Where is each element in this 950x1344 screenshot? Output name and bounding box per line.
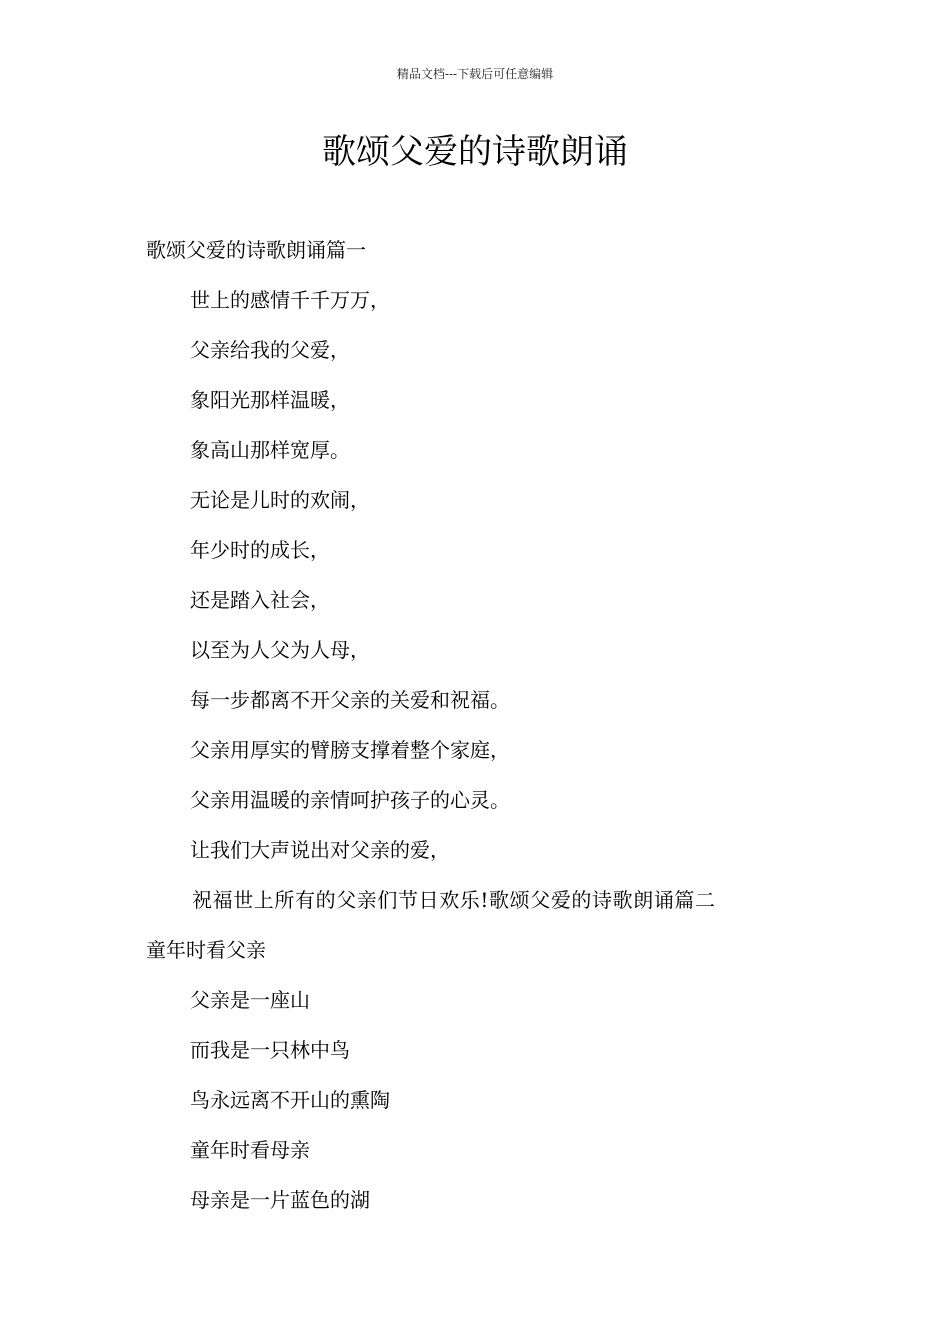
poem-line: 父亲用厚实的臂膀支撑着整个家庭， [190,738,510,762]
poem-line: 童年时看母亲 [190,1138,310,1162]
section-line: 童年时看父亲 [146,938,266,962]
poem-line: 而我是一只林中鸟 [190,1038,350,1062]
poem-line: 还是踏入社会， [190,588,330,612]
poem-line: 世上的感情千千万万， [190,288,390,312]
poem-line: 父亲是一座山 [190,988,310,1012]
poem-line: 鸟永远离不开山的熏陶 [190,1088,390,1112]
poem-line: 让我们大声说出对父亲的爱， [190,838,450,862]
poem-line: 象阳光那样温暖， [190,388,350,412]
poem-line: 象高山那样宽厚。 [190,438,350,462]
poem-line: 父亲给我的父爱， [190,338,350,362]
section-heading: 歌颂父爱的诗歌朗诵篇一 [146,238,366,262]
document-title: 歌颂父爱的诗歌朗诵 [322,132,628,172]
poem-line: 年少时的成长， [190,538,330,562]
poem-line: 无论是儿时的欢闹， [190,488,370,512]
poem-line: 以至为人父为人母， [190,638,370,662]
page-header: 精品文档---下载后可任意编辑 [396,67,554,81]
poem-line: 每一步都离不开父亲的关爱和祝福。 [190,688,510,712]
poem-line: 母亲是一片蓝色的湖 [190,1188,370,1212]
poem-line: 祝福世上所有的父亲们节日欢乐!歌颂父爱的诗歌朗诵篇二 [192,888,716,912]
poem-line: 父亲用温暖的亲情呵护孩子的心灵。 [190,788,510,812]
